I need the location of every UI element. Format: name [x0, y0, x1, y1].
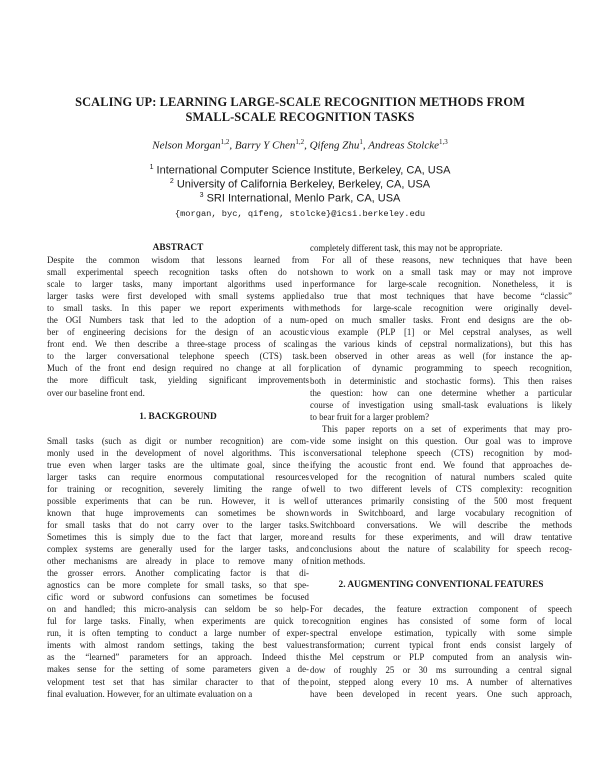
paragraph	[310, 242, 572, 567]
text-line: the more difficult task, yielding significant improvements	[47, 375, 309, 386]
text-line: shown to work on a small task may or may not improve	[310, 267, 572, 278]
affiliation-1	[60, 164, 540, 177]
affiliation-mark: 1	[149, 164, 154, 171]
text-line: ber of engineering decisions for the design of an acoustic	[47, 327, 309, 338]
text-line: vious example (PLP [1] or Mel cepstral analyses, as well	[310, 327, 572, 338]
text-line: well to two different levels of CTS complexity: recognition	[310, 483, 572, 494]
text-line: performance for large-scale recognition. Nonetheless, it is	[310, 279, 572, 290]
text-line: veloped for the recognition of natural numbers scaled quite	[310, 471, 572, 482]
author-list: Nelson Morgan$^{1,2}$, Barry Y Chen$^{1,2}$, Qifeng Zhu$^1$, Andreas Stolcke$^{1,3}$	[152, 138, 448, 152]
text-line: course of investigation using small-task evaluations is likely	[310, 399, 572, 410]
text-line: and results for these experiments, and will draw tentative	[310, 532, 572, 543]
text-line: for small tasks that do not carry over to the larger tasks.	[47, 519, 309, 530]
section-spacer	[47, 399, 309, 411]
text-line: over our baseline front end.	[47, 387, 145, 398]
section-spacer	[47, 423, 309, 435]
text-line: on and handled; this micro-analysis can seldom be so help-	[47, 604, 309, 615]
paragraph	[47, 254, 309, 399]
text-line: for training or recognition, severely limiting the range of	[47, 483, 309, 494]
author-affil-mark: 1,2	[220, 138, 230, 146]
affiliation-2	[60, 178, 540, 191]
text-line: Despite the common wisdom that lessons learned from	[47, 255, 309, 265]
author-name: Andreas Stolcke	[368, 139, 439, 152]
affiliation-text: International Computer Science Institute, Berkeley, CA, USA	[156, 164, 451, 177]
text-line: the OGI Numbers task that led to the adoption of a num-	[47, 315, 309, 326]
text-line: dow of roughly 25 or 30 ms surrounding a central signal	[310, 664, 572, 675]
text-line: as the “learned” parameters for an approach. Indeed this	[47, 652, 309, 663]
text-line: larger tasks can require enormous computational resources	[47, 471, 309, 482]
text-line: conversational telephone speech (CTS) recognition by mod-	[310, 447, 572, 458]
text-line: ful for large tasks. Finally, when experiments are quick to	[47, 616, 309, 627]
text-line: cific word or subword confusions can sometimes be focused	[47, 592, 309, 603]
text-line: ifying the acoustic front end. We found that approaches de-	[310, 459, 572, 470]
text-line: methods for large-scale recognition were originally devel-	[310, 303, 572, 314]
text-line: agnostics can be more complete for small tasks, so that spe-	[47, 580, 309, 591]
text-line: Sometimes this is simply due to the fact that larger, more	[47, 531, 309, 542]
author-emails: {morgan, byc, qifeng, stolcke}@icsi.berkeley.edu	[174, 209, 426, 219]
section-heading: 2. AUGMENTING CONVENTIONAL FEATURES	[338, 580, 544, 591]
author-affil-mark: 1,3	[438, 138, 448, 146]
text-line: oped on much smaller tasks. Front end designs are the ob-	[310, 315, 572, 326]
right-column	[310, 242, 572, 700]
title-line-2: SMALL-SCALE RECOGNITION TASKS	[185, 110, 415, 124]
text-line: For decades, the feature extraction component of speech	[310, 604, 572, 615]
text-line: plication of dynamic programming to speech recognition,	[310, 363, 572, 374]
text-line: transformation; current typical front ends consist largely of	[310, 640, 572, 651]
section-spacer	[310, 567, 572, 579]
text-line: monly used in the development of novel algorithms. This is	[47, 447, 309, 458]
text-line: both in deterministic and stochastic forms). This then raises	[310, 375, 572, 386]
affiliation-text: University of California Berkeley, Berkeley, CA, USA	[176, 178, 431, 191]
text-line: to small tasks. In this paper we report experiments with	[47, 303, 309, 314]
left-column	[47, 242, 309, 700]
text-line: other mechanisms are already in place to remove many of	[47, 556, 309, 567]
text-line: possible experiments that can be run. However, it is well	[47, 495, 309, 506]
text-line: true even when larger tasks are the ultimate goal, since the	[47, 459, 309, 470]
text-line: scale to larger tasks, many important algorithms used in	[47, 279, 309, 290]
paragraph	[47, 435, 309, 700]
text-line: have been developed in recent years. One such approach,	[310, 688, 572, 699]
text-line: iments with almost random settings, taking the best values	[47, 640, 309, 651]
text-line: vide some insight on this question. Our goal was to improve	[310, 435, 572, 446]
text-line: small experimental speech recognition tasks often do not	[47, 267, 309, 278]
author-name: Barry Y Chen	[234, 139, 296, 152]
text-line: front end. We then describe a three-stage process of scaling	[47, 339, 309, 350]
affiliation-mark: 3	[199, 192, 204, 199]
text-line: nition methods.	[310, 556, 366, 567]
text-line: known that huge improvements can sometimes be shown	[47, 507, 309, 518]
text-line: This paper reports on a set of experiments that may pro-	[322, 423, 572, 434]
text-line: the question: how can one determine whether a particular	[310, 387, 572, 398]
text-line: the Mel cepstrum or PLP computed from an analysis win-	[310, 652, 572, 663]
text-line: been observed in other areas as well (for instance the ap-	[310, 351, 572, 362]
author-affil-mark: 1	[359, 138, 363, 146]
text-line: words in Switchboard, and large vocabulary recognition of	[310, 508, 572, 519]
text-line: as the various kinds of cepstral normalizations), but this has	[310, 339, 572, 350]
text-line: run, it is often tempting to conduct a large number of exper-	[47, 628, 309, 639]
text-line: makes sense for the setting of some parameters given a de-	[47, 664, 309, 675]
text-line: For all of these reasons, new techniques that have been	[322, 255, 572, 266]
text-line: final evaluation. However, for an ultimate evaluation on a	[47, 688, 253, 699]
text-line: Switchboard conversations. We will describe the methods	[310, 520, 572, 531]
paper-title	[60, 95, 540, 125]
text-line: spectral envelope estimation, typically with some simple	[310, 628, 572, 639]
text-line: of utterances primarily consisting of the 500 most frequent	[310, 495, 572, 506]
affiliation-text: SRI International, Menlo Park, CA, USA	[206, 192, 401, 205]
text-line: to bear fruit for a larger problem?	[310, 411, 430, 422]
author-affil-mark: 1,2	[295, 138, 305, 146]
section-heading: 1. BACKGROUND	[139, 411, 217, 422]
affiliation-mark: 2	[169, 178, 174, 185]
text-line: point, stepped along every 10 ms. A number of alternatives	[310, 676, 572, 687]
section-heading: ABSTRACT	[152, 243, 204, 253]
title-line-1: SCALING UP: LEARNING LARGE-SCALE RECOGNITION METHODS FROM	[75, 95, 525, 109]
text-line: completely different task, this may not be appropriate.	[310, 243, 503, 253]
text-line: also true that most techniques that have become “classic”	[310, 291, 572, 302]
text-line: recognition engines has consisted of some form of local	[310, 616, 572, 627]
text-line: to the larger conversational telephone speech (CTS) task.	[47, 351, 309, 362]
text-line: larger tasks were first developed with small systems applied	[47, 291, 309, 302]
affiliation-3	[60, 192, 540, 205]
text-line: Much of the front end design required no change at all for	[47, 363, 309, 374]
text-line: complex systems are generally used for the larger tasks, and	[47, 543, 309, 554]
author-name: Nelson Morgan	[152, 139, 221, 152]
text-line: Small tasks (such as digit or number recognition) are com-	[47, 435, 309, 446]
text-line: conclusions about the nature of scalability for speech recog-	[310, 544, 572, 555]
text-line: velopment test set that has similar character to that of the	[47, 676, 309, 687]
paragraph	[310, 603, 572, 699]
section-spacer	[310, 591, 572, 603]
author-name: Qifeng Zhu	[309, 139, 360, 152]
text-line: the grosser errors. Another complicating factor is that di-	[47, 568, 309, 579]
